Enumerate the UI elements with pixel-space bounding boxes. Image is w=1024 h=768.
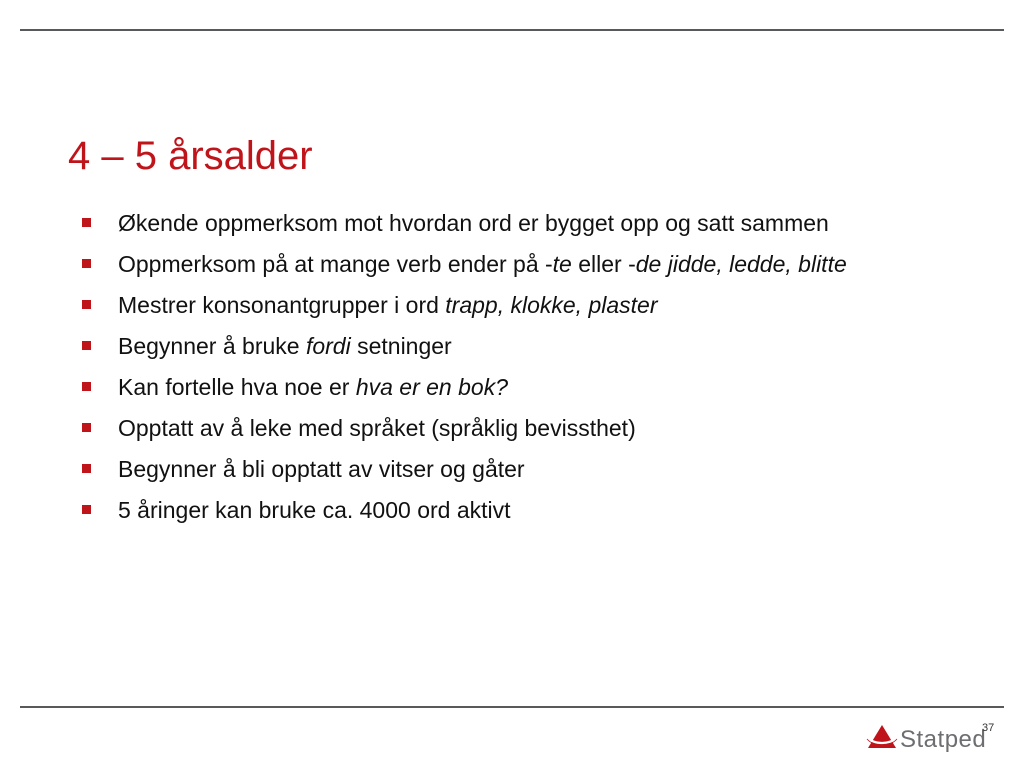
logo-wordmark: Statped: [900, 726, 987, 753]
bullet-segment-text: eller -: [571, 251, 636, 277]
bullet-text: [118, 494, 882, 527]
bullet-marker-icon: [82, 505, 91, 514]
bullet-example-text: de jidde, ledde, blitte: [635, 251, 847, 277]
bullet-item: [82, 330, 882, 363]
bullet-list: [82, 207, 882, 535]
bullet-text: [118, 289, 882, 322]
bullet-item: [82, 453, 882, 486]
bullet-item: [82, 371, 882, 404]
bullet-marker-icon: [82, 464, 91, 473]
bullet-item: [82, 289, 882, 322]
bullet-segment-text: Kan fortelle hva noe er: [118, 374, 356, 400]
bullet-text: [118, 330, 882, 363]
bullet-text: [118, 207, 882, 240]
bullet-example-text: trapp, klokke, plaster: [445, 292, 658, 318]
slide-title: 4 – 5 årsalder: [68, 134, 313, 178]
bullet-marker-icon: [82, 423, 91, 432]
bullet-segment-text: Mestrer konsonantgrupper i ord: [118, 292, 446, 318]
bullet-example-text: te: [552, 251, 572, 277]
bullet-segment-text: Oppmerksom på at mange verb ender på -: [118, 251, 553, 277]
bullet-marker-icon: [82, 341, 91, 350]
bullet-item: [82, 207, 882, 240]
bottom-divider: [20, 706, 1004, 708]
bullet-marker-icon: [82, 218, 91, 227]
bullet-segment-text: setninger: [350, 333, 452, 359]
bullet-item: [82, 412, 882, 445]
bullet-example-text: fordi: [305, 333, 351, 359]
page-number: 37: [982, 722, 995, 734]
bullet-segment-text: Begynner å bruke: [118, 333, 306, 359]
statped-logo: [864, 720, 994, 758]
bullet-marker-icon: [82, 259, 91, 268]
bullet-marker-icon: [82, 300, 91, 309]
bullet-example-text: hva er en bok?: [355, 374, 508, 400]
bullet-marker-icon: [82, 382, 91, 391]
bullet-segment-text: Opptatt av å leke med språket (språklig bevissthet): [118, 415, 636, 441]
top-divider: [20, 29, 1004, 31]
bullet-text: [118, 248, 882, 281]
bullet-text: [118, 371, 882, 404]
bullet-item: [82, 248, 882, 281]
bullet-segment-text: Økende oppmerksom mot hvordan ord er bygget opp og satt sammen: [118, 210, 829, 236]
bullet-text: [118, 453, 882, 486]
bullet-segment-text: Begynner å bli opptatt av vitser og gåter: [118, 456, 525, 482]
bullet-item: [82, 494, 882, 527]
bullet-text: [118, 412, 882, 445]
statped-triangle-icon: [866, 724, 898, 750]
bullet-segment-text: 5 åringer kan bruke ca. 4000 ord aktivt: [118, 497, 511, 523]
